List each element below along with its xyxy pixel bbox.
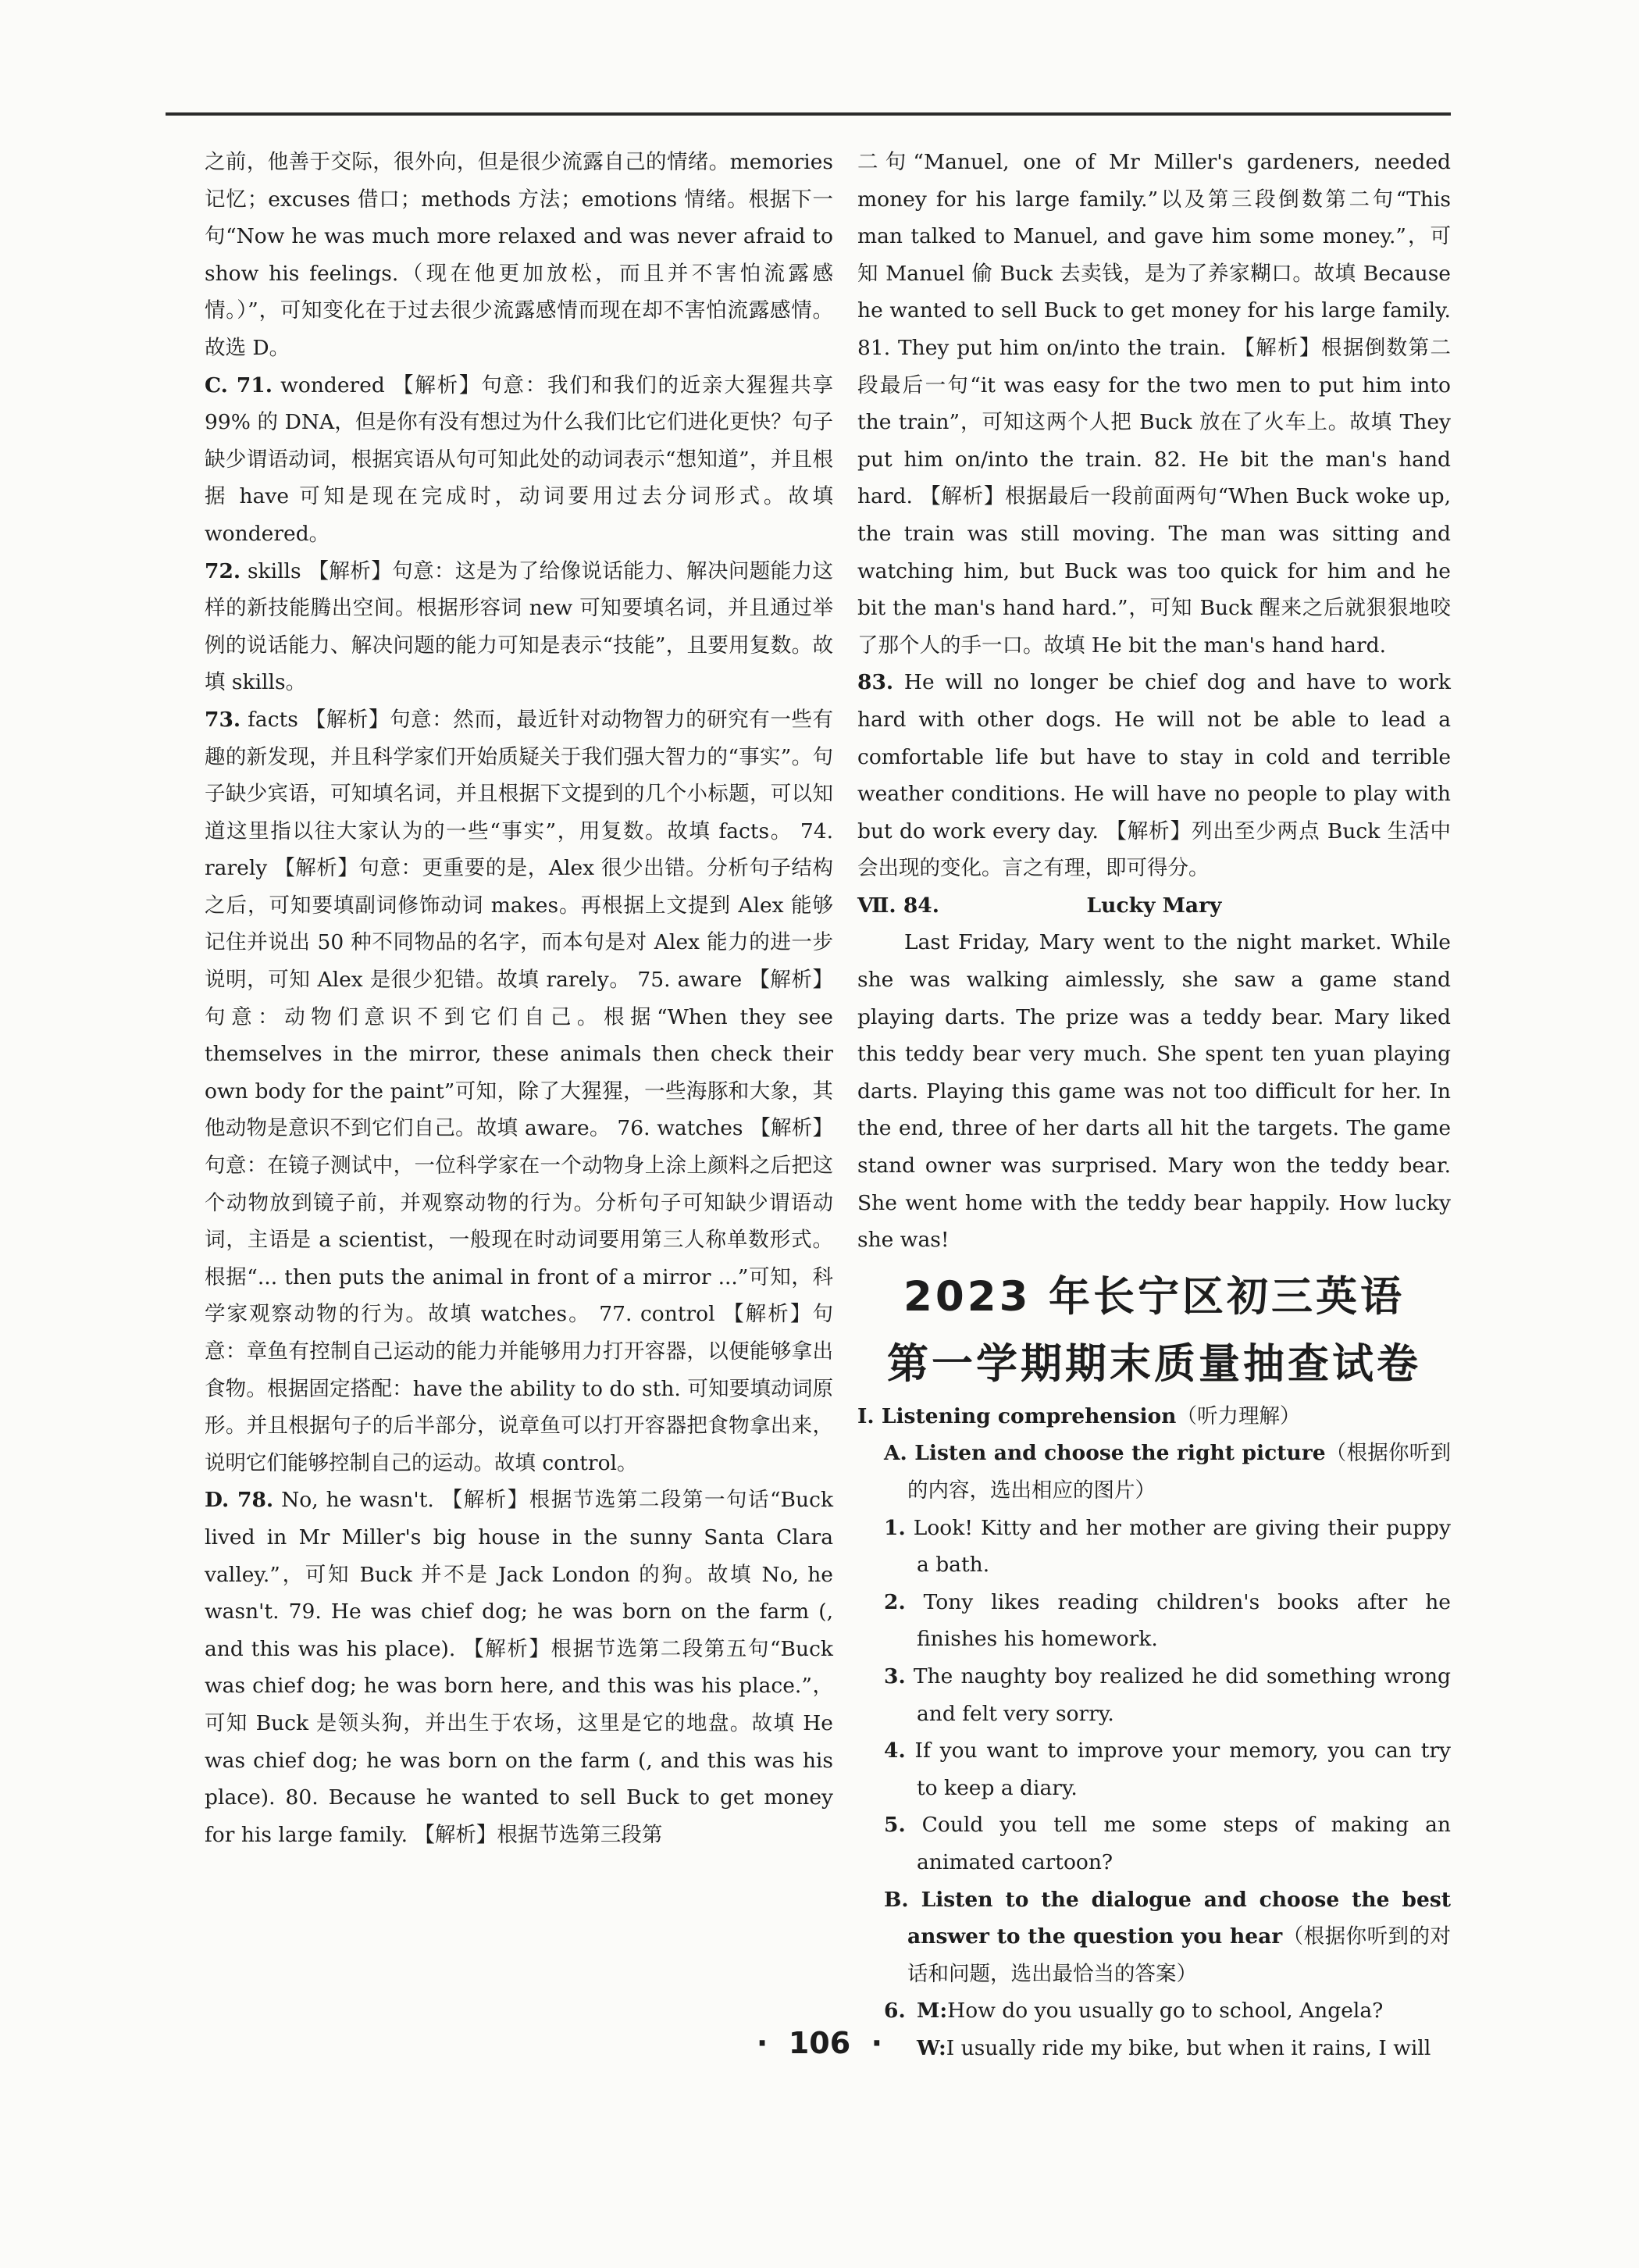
item-number: 4. <box>884 1738 906 1763</box>
dialogue-line <box>857 1992 1451 2030</box>
item-number: 3. <box>884 1664 906 1689</box>
essay-title: Lucky Mary <box>1086 893 1222 918</box>
answer-block-1 <box>205 144 833 367</box>
item-number: 83. <box>857 670 894 695</box>
part-a-title: A. Listen and choose the right picture <box>884 1441 1326 1466</box>
exam-title <box>857 1264 1451 1398</box>
item-text: Look! Kitty and her mother are giving their puppy a bath. <box>913 1515 1451 1578</box>
answer-text: He will no longer be chief dog and have to work hard with other dogs. He will not be able to lead a comfortable life but have to stay in cold and terrible weather conditions. He will have no people to play with but do work every day. 【解析】列出至少两点 Buck 生活中会出现的变化。言之有理，即可得分。 <box>857 670 1451 881</box>
item-text: Could you tell me some steps of making an animated cartoon? <box>917 1813 1451 1874</box>
answer-block-5 <box>205 1482 833 1853</box>
page-number-value: 106 <box>788 2026 851 2060</box>
listening-item <box>857 1806 1451 1881</box>
dialogue-text: I usually ride my bike, but when it rains, I will <box>946 2035 1431 2060</box>
item-number: 2. <box>884 1589 906 1614</box>
item-text: If you want to improve your memory, you can try to keep a diary. <box>914 1738 1451 1800</box>
answer-block-2 <box>205 367 833 553</box>
answer-continuation: 二句“Manuel, one of Mr Miller's gardeners, needed money for his large family.”以及第三段倒数第二句“This man talked to Manuel, and gave him some money.”，可知 Manuel 偷 Buck 去卖钱，是为了养家糊口。故填 Because he wanted to sell Buck to get money for his large family. 81. They put him on/into the train. 【解析】根据倒数第二段最后一句“it was easy for the two men to put him into the train”，可知这两个人把 Buck 放在了火车上。故填 They put him on/into the train. 82. He bit the man's hand hard. 【解析】根据最后一段前面两句“When Buck woke up, the train was still moving. The man was sitting and watching him, but Buck was too quick for him and he bit the man's hand hard.”，可知 Buck 醒来之后就狠狠地咬了那个人的手一口。故填 He bit the man's hand hard. <box>857 150 1451 658</box>
item-number: 73. <box>205 707 241 732</box>
part-b-title-cn: （根据你听到的对话和问题，选出最恰当的答案） <box>907 1924 1452 1986</box>
dialogue-text: How do you usually go to school, Angela? <box>947 1999 1384 2024</box>
section-heading <box>857 1398 1451 1435</box>
essay-body: Last Friday, Mary went to the night market. While she was walking aimlessly, she saw a game stand playing darts. The prize was a teddy bear. Mary liked this teddy bear very much. She spent ten yuan playing darts. Playing this game was not too difficult for her. In the end, three of her darts all hit the targets. The game stand owner was surprised. Mary won the teddy bear. She went home with the teddy bear happily. How lucky she was! <box>857 930 1451 1253</box>
speaker-label: W: <box>917 2035 946 2060</box>
item-number: 1. <box>884 1515 906 1540</box>
listening-items-a <box>857 1510 1451 1881</box>
left-column <box>205 144 833 1853</box>
listening-item <box>857 1658 1451 1732</box>
section-title-cn: （听力理解） <box>1176 1403 1301 1428</box>
item-number: C. 71. <box>205 373 273 398</box>
speaker-label: M: <box>917 1999 948 2024</box>
part-a-heading <box>857 1435 1451 1509</box>
item-text: Tony likes reading children's books after he finishes his homework. <box>917 1589 1451 1652</box>
item-text: The naughty boy realized he did something wrong and felt very sorry. <box>913 1664 1451 1726</box>
part-a-title-cn: （根据你听到的内容，选出相应的图片） <box>907 1441 1451 1503</box>
listening-item <box>857 1510 1451 1584</box>
header-rule <box>166 112 1451 116</box>
answer-text: skills 【解析】句意：这是为了给像说话能力、解决问题能力这样的新技能腾出空间。根据形容词 new 可知要填名词，并且通过举例的说话能力、解决问题的能力可知是表示“技能”，且要用复数。故填 skills。 <box>205 558 833 695</box>
answer-text: No, he wasn't. 【解析】根据节选第二段第一句话“Buck lived in Mr Miller's big house in the sunny Santa Clara valley.”，可知 Buck 并不是 Jack London 的狗。故填 No, he wasn't. 79. He was chief dog; he was born on the farm (, and this was his place). 【解析】根据节选第二段第五句“Buck was chief dog; he was born here, and this was his place.”，可知 Buck 是领头狗，并出生于农场，这里是它的地盘。故填 He was chief dog; he was born on the farm (, and this was his place). 80. Because he wanted to sell Buck to get money for his large family. 【解析】根据节选第三段第 <box>205 1488 833 1847</box>
answer-block-4 <box>205 701 833 1482</box>
writing-heading <box>857 887 1451 925</box>
answer-text: facts 【解析】句意：然而，最近针对动物智力的研究有一些有趣的新发现，并且科学家们开始质疑关于我们强大智力的“事实”。句子缺少宾语，可知填名词，并且根据下文提到的几个小标题，可以知道这里指以往大家认为的一些“事实”，用复数。故填 facts。 74. rarely 【解析】句意：更重要的是，Alex 很少出错。分析句子结构之后，可知要填副词修饰动词 makes。再根据上文提到 Alex 能够记住并说出 50 种不同物品的名字，而本句是对 Alex 能力的进一步说明，可知 Alex 是很少犯错。故填 rarely。 75. aware 【解析】句意：动物们意识不到它们自己。根据“When they see themselves in the mirror, these animals then check their own body for the paint”可知，除了大猩猩，一些海豚和大象，其他动物是意识不到它们自己。故填 aware。 76. watches 【解析】句意：在镜子测试中，一位科学家在一个动物身上涂上颜料之后把这个动物放到镜子前，并观察动物的行为。分析句子可知缺少谓语动词，主语是 a scientist，一般现在时动词要用第三人称单数形式。根据“... then puts the animal in front of a mirror ...”可知，科学家观察动物的行为。故填 watches。 77. control 【解析】句意：章鱼有控制自己运动的能力并能够用力打开容器，以便能够拿出食物。根据固定搭配：have the ability to do sth. 可知要填动词原形。并且根据句子的后半部分，说章鱼可以打开容器把食物拿出来，说明它们能够控制自己的运动。故填 control。 <box>205 707 833 1475</box>
part-b-heading <box>857 1881 1451 1993</box>
listening-item <box>857 1584 1451 1658</box>
listening-item <box>857 1732 1451 1806</box>
item-number: 72. <box>205 558 241 583</box>
exam-title-line-2: 第一学期期末质量抽查试卷 <box>887 1339 1421 1388</box>
section-title: Ⅰ. Listening comprehension <box>857 1403 1177 1428</box>
answer-text: wondered 【解析】句意：我们和我们的近亲大猩猩共享 99% 的 DNA，但是你有没有想过为什么我们比它们进化更快？句子缺少谓语动词，根据宾语从句可知此处的动词表示“想知道”，并且根据 have 可知是现在完成时，动词要用过去分词形式。故填 wondered。 <box>205 373 833 546</box>
exam-title-line-1: 2023 年长宁区初三英语 <box>903 1272 1405 1321</box>
answer-block-3 <box>205 553 833 701</box>
part-b-title: B. Listen to the dialogue and choose the best answer to the question you hear <box>884 1887 1451 1949</box>
answer-text: 之前，他善于交际，很外向，但是很少流露自己的情绪。memories 记忆；excuses 借口；methods 方法；emotions 情绪。根据下一句“Now he was much more relaxed and was never afraid to show his feelings.（现在他更加放松，而且并不害怕流露感情。）”，可知变化在于过去很少流露感情而现在却不害怕流露感情。故选 D。 <box>205 150 833 360</box>
answer-83 <box>857 664 1451 887</box>
item-number: 6. <box>884 1999 906 2024</box>
page-number: · 106 · <box>756 2026 883 2060</box>
item-number: D. 78. <box>205 1488 274 1513</box>
item-number: 5. <box>884 1813 906 1838</box>
right-column <box>857 144 1451 2067</box>
item-number: Ⅶ. 84. <box>857 893 939 918</box>
